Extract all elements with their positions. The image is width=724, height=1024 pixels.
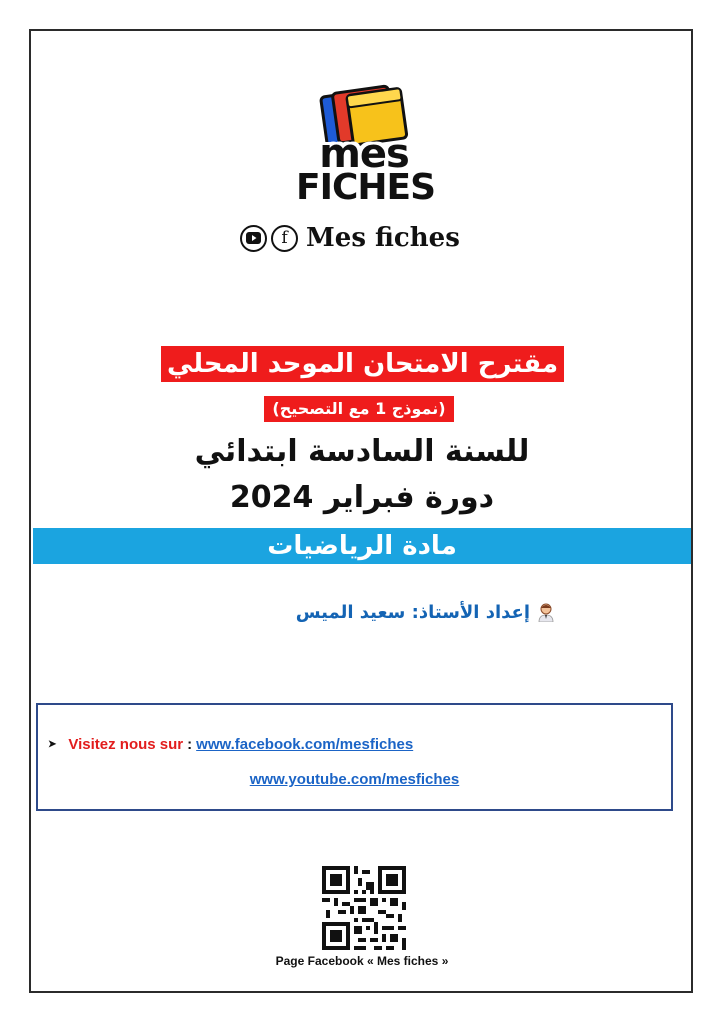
exam-subtitle: (نموذج 1 مع التصحيح) (264, 396, 454, 422)
grade-level: للسنة السادسة ابتدائي (194, 434, 530, 469)
exam-session: دورة فبراير 2024 (229, 480, 495, 515)
facebook-link[interactable]: www.facebook.com/mesfiches (196, 736, 414, 753)
youtube-icon[interactable] (240, 225, 267, 252)
social-row (240, 222, 460, 254)
brand-name: Mes fiches (306, 223, 460, 253)
qr-code-icon[interactable] (322, 866, 406, 950)
youtube-line (38, 771, 671, 788)
author-line (200, 598, 556, 626)
links-box (36, 703, 673, 811)
visit-line (48, 736, 413, 753)
logo-text-line1: mes (319, 131, 409, 177)
logo-text-line2: FICHES (296, 167, 436, 208)
visit-colon: : (187, 736, 193, 753)
qr-caption: Page Facebook « Mes fiches » (275, 954, 449, 968)
mes-fiches-logo (296, 82, 436, 212)
author-text: إعداد الأستاذ: سعيد الميس (295, 601, 530, 623)
facebook-icon[interactable]: f (271, 225, 298, 252)
teacher-avatar-icon (536, 602, 556, 622)
visit-label: Visitez nous sur (68, 736, 184, 753)
exam-title: مقترح الامتحان الموحد المحلي (161, 346, 564, 382)
arrow-bullet-icon: ➤ (48, 739, 57, 750)
subject-banner: مادة الرياضيات (33, 528, 691, 564)
youtube-link[interactable]: www.youtube.com/mesfiches (249, 771, 460, 788)
